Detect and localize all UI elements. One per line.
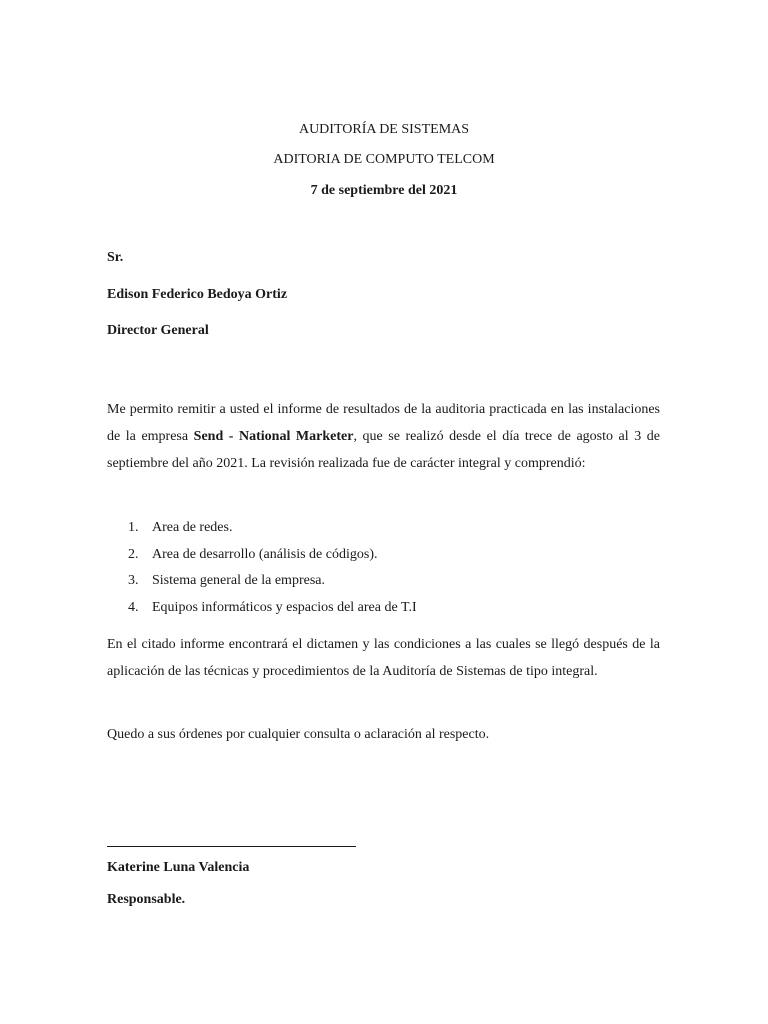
- list-item-number: 4.: [128, 599, 139, 615]
- list-item-number: 1.: [128, 520, 139, 535]
- body-paragraph-1: [107, 396, 660, 477]
- list-item-text: Area de redes.: [152, 520, 233, 535]
- list-item: [107, 595, 660, 622]
- recipient-name: Edison Federico Bedoya Ortiz: [107, 287, 288, 302]
- scope-list: [107, 515, 660, 621]
- body-paragraph-1-start: Me permito remitir a usted el informe de resultados de la auditoria practicada en las instalaciones de la empresa: [107, 402, 660, 444]
- signature-line: [107, 846, 356, 847]
- list-item-text: Area de desarrollo (análisis de códigos).: [152, 546, 378, 562]
- list-item-number: 2.: [128, 546, 139, 562]
- body-paragraph-3: Quedo a sus órdenes por cualquier consulta o aclaración al respecto.: [107, 727, 490, 742]
- signature-role: Responsable.: [107, 892, 186, 907]
- list-item: [107, 568, 660, 595]
- header-subtitle: ADITORIA DE COMPUTO TELCOM: [273, 152, 495, 167]
- body-paragraph-1-end: , que se realizó desde el día trece de agosto al 3 de septiembre del año 2021. La revisión realizada fue de carácter integral y comprendió:: [107, 429, 660, 471]
- recipient-title: Director General: [107, 323, 209, 338]
- signature-name: Katerine Luna Valencia: [107, 860, 250, 875]
- list-item-text: Equipos informáticos y espacios del area de T.I: [152, 599, 417, 615]
- recipient-salutation: Sr.: [107, 250, 124, 265]
- company-name: Send - National Marketer: [193, 429, 354, 444]
- list-item: [107, 515, 660, 542]
- list-item: [107, 542, 660, 569]
- header-date: 7 de septiembre del 2021: [310, 183, 458, 198]
- list-item-text: Sistema general de la empresa.: [152, 573, 325, 588]
- header-title: AUDITORÍA DE SISTEMAS: [298, 122, 470, 137]
- list-item-number: 3.: [128, 573, 139, 588]
- body-paragraph-2: En el citado informe encontrará el dictamen y las condiciones a las cuales se llegó después de la aplicación de las técnicas y procedimientos de la Auditoría de Sistemas de tipo integral.: [107, 637, 660, 679]
